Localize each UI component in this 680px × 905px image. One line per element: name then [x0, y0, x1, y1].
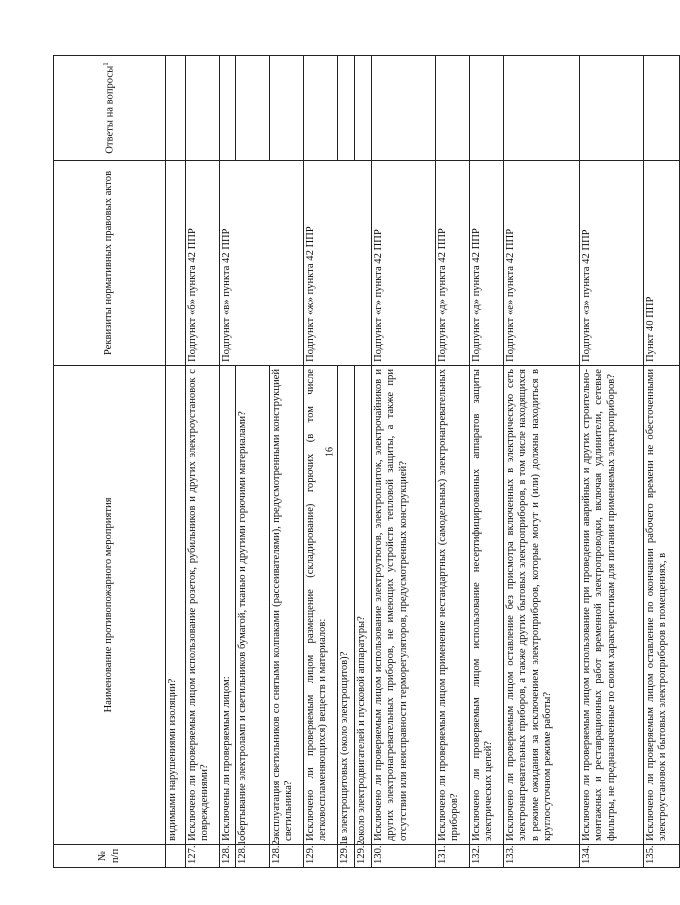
row-name: Исключено ли проверяемым лицом размещение (складирование) горючих (в том числе легковоспламеняющихся) веществ и материалов: — [304, 366, 338, 845]
table-row — [220, 56, 236, 868]
table-row — [436, 56, 470, 868]
row-name: в электрощитовых (около электрощитов)? — [338, 366, 355, 845]
row-ref: Подпункт «в» пункта 42 ППР — [220, 161, 304, 366]
row-answer — [470, 56, 504, 161]
table-row — [304, 56, 338, 868]
row-name: Исключены ли проверяемым лицом: — [220, 366, 236, 845]
table-row — [166, 56, 186, 868]
row-answer — [436, 56, 470, 161]
row-answer — [504, 56, 580, 161]
row-answer — [580, 56, 644, 161]
table-row — [580, 56, 644, 868]
table-row — [372, 56, 436, 868]
header-answers — [54, 56, 166, 161]
row-name: Исключено ли проверяемым лицом использование несертифицированных аппаратов защиты электрических цепей? — [470, 366, 504, 845]
row-name: Исключено ли проверяемым лицом применение нестандартных (самодельных) электронагревательных приборов? — [436, 366, 470, 845]
row-answer — [270, 56, 304, 161]
row-ref: Подпункт «г» пункта 42 ППР — [372, 161, 436, 366]
row-num: 132. — [470, 845, 504, 868]
row-num: 128.2. — [270, 845, 304, 868]
row-answer — [338, 56, 355, 161]
row-answer — [644, 56, 680, 161]
header-answers-label: Ответы на вопросы — [104, 65, 116, 154]
header-name: Наименование противопожарного мероприятия — [54, 366, 166, 845]
row-num: 129.1. — [338, 845, 355, 868]
row-answer — [236, 56, 270, 161]
row-answer — [372, 56, 436, 161]
header-num: № п/п — [54, 845, 166, 868]
row-ref: Подпункт «е» пункта 42 ППР — [504, 161, 580, 366]
row-name: Исключено ли проверяемым лицом использование розеток, рубильников и других электроустановок с повреждениями? — [186, 366, 220, 845]
row-answer — [220, 56, 236, 161]
table-row — [470, 56, 504, 868]
row-name: видимыми нарушениями изоляции? — [166, 366, 186, 845]
row-answer — [304, 56, 338, 161]
row-ref: Подпункт «д» пункта 42 ППР — [436, 161, 470, 366]
row-ref: Подпункт «б» пункта 42 ППР — [186, 161, 220, 366]
row-name: Исключено ли проверяемым лицом использование электроутюгов, электроплиток, электрочайников и других электронагревательных приборов, не имеющих устройств тепловой защиты, а также при отсутствии или неисправности терморегуляторов, предусмотренных конструкцией? — [372, 366, 436, 845]
row-num: 128.1. — [236, 845, 270, 868]
row-ref: Подпункт «з» пункта 42 ППР — [580, 161, 644, 366]
row-num: 129.2. — [355, 845, 372, 868]
row-num: 134. — [580, 845, 644, 868]
row-num: 130. — [372, 845, 436, 868]
row-name: около электродвигателей и пусковой аппаратуры? — [355, 366, 372, 845]
row-num: 133. — [504, 845, 580, 868]
row-name: обертывание электроламп и светильников бумагой, тканью и другими горючими материалами? — [236, 366, 270, 845]
row-ref: Пункт 40 ППР — [644, 161, 680, 366]
row-num: 129. — [304, 845, 338, 868]
table-row — [186, 56, 220, 868]
row-num — [166, 845, 186, 868]
row-name: эксплуатация светильников со снятыми колпаками (рассеивателями), предусмотренными конструкцией светильника? — [270, 366, 304, 845]
row-name: Исключено ли проверяемым лицом оставление без присмотра включенных в электрическую сеть электронагревательных приборов, а также других бытовых электроприборов, в том числе находящихся в режиме ожидания за исключением электроприборов, которые могут и (или) должны находиться в круглосуточном режиме работы? — [504, 366, 580, 845]
row-ref: Подпункт «д» пункта 42 ППР — [470, 161, 504, 366]
rotated-page-content — [53, 56, 669, 868]
fire-safety-checklist-table — [53, 55, 680, 868]
table-row — [504, 56, 580, 868]
header-ref: Реквизиты нормативных правовых актов — [54, 161, 166, 366]
row-ref — [166, 161, 186, 366]
row-name: Исключено ли проверяемым лицом использование при проведении аварийных и других строительно-монтажных и реставрационных работ временной электропроводки, включая удлинители, сетевые фильтры, не предназначенные по своим характеристикам для питания применяемых электроприборов? — [580, 366, 644, 845]
row-answer — [355, 56, 372, 161]
row-num: 131. — [436, 845, 470, 868]
row-num: 135. — [644, 845, 680, 868]
table-row — [644, 56, 680, 868]
page-number: 16 — [324, 447, 336, 457]
row-ref: Подпункт «ж» пункта 42 ППР — [304, 161, 372, 366]
row-num: 127. — [186, 845, 220, 868]
row-answer — [166, 56, 186, 161]
row-answer — [186, 56, 220, 161]
footnote-marker: 1 — [102, 62, 111, 66]
row-num: 128. — [220, 845, 236, 868]
row-name: Исключено ли проверяемым лицом оставление по окончании рабочего времени не обесточенными электроустановок и бытовых электроприборов в помещениях, в — [644, 366, 680, 845]
table-header-row — [54, 56, 166, 868]
